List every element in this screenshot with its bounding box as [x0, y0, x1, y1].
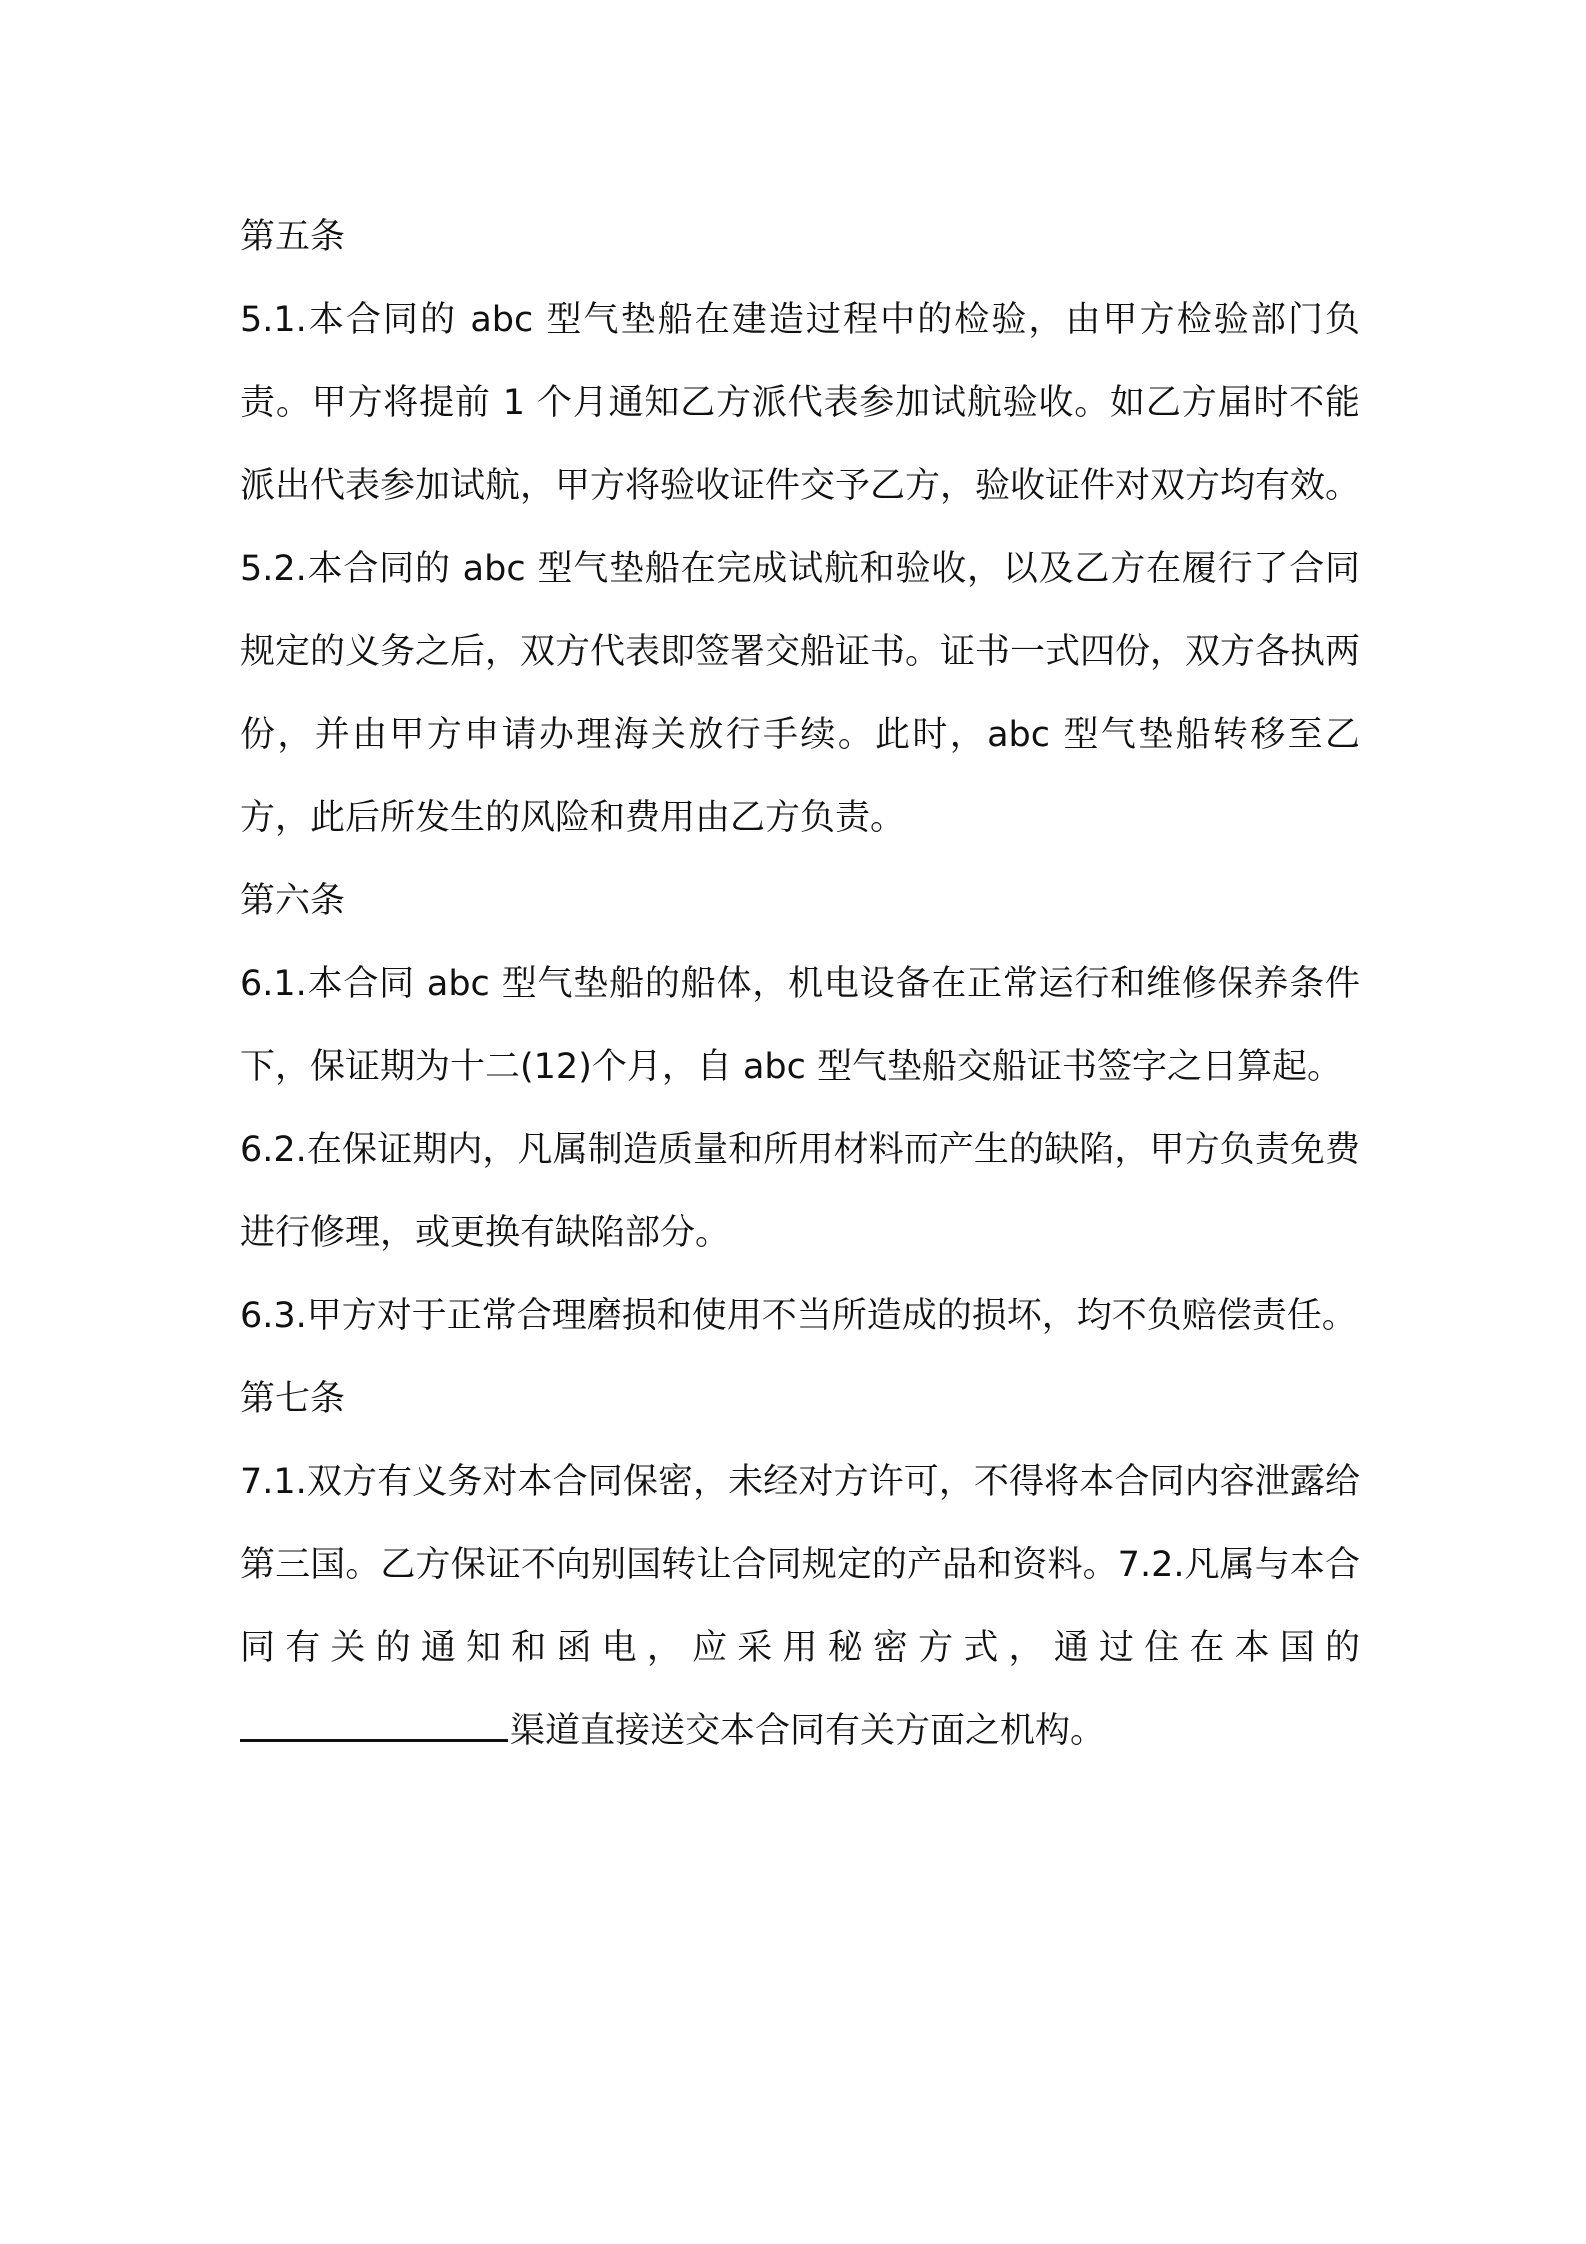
- clause-7-1: [240, 1441, 1360, 1773]
- article-7-heading: 第七条: [240, 1379, 346, 1419]
- article-6-heading: 第六条: [240, 881, 346, 921]
- clause-5-1: 5.1.本合同的 abc 型气垫船在建造过程中的检验，由甲方检验部门负责。甲方将提前 1 个月通知乙方派代表参加试航验收。如乙方届时不能派出代表参加试航，甲方将验收证件交予乙方，验收证件对双方均有效。: [240, 300, 1361, 506]
- article-5-heading: 第五条: [240, 217, 346, 257]
- clause-7-1-tail: 渠道直接送交本合同有关方面之机构。: [510, 1711, 1106, 1751]
- clause-6-1: 6.1.本合同 abc 型气垫船的船体，机电设备在正常运行和维修保养条件下，保证期为十二(12)个月，自 abc 型气垫船交船证书签字之日算起。: [240, 964, 1360, 1087]
- clause-6-2: 6.2.在保证期内，凡属制造质量和所用材料而产生的缺陷，甲方负责免费进行修理，或更换有缺陷部分。: [240, 1130, 1360, 1253]
- fill-in-blank: [240, 1699, 508, 1742]
- clause-7-1-text: 7.1.双方有义务对本合同保密，未经对方许可，不得将本合同内容泄露给第三国。乙方保证不向别国转让合同规定的产品和资料。7.2.凡属与本合同有关的通知和函电，应采用秘密方式，通过住在本国的: [240, 1462, 1360, 1668]
- clause-6-3: 6.3.甲方对于正常合理磨损和使用不当所造成的损坏，均不负赔偿责任。: [240, 1296, 1357, 1336]
- document-page: [240, 196, 1360, 1773]
- clause-5-2: 5.2.本合同的 abc 型气垫船在完成试航和验收，以及乙方在履行了合同规定的义务之后，双方代表即签署交船证书。证书一式四份，双方各执两份，并由甲方申请办理海关放行手续。此时，abc 型气垫船转移至乙方，此后所发生的风险和费用由乙方负责。: [240, 549, 1361, 838]
